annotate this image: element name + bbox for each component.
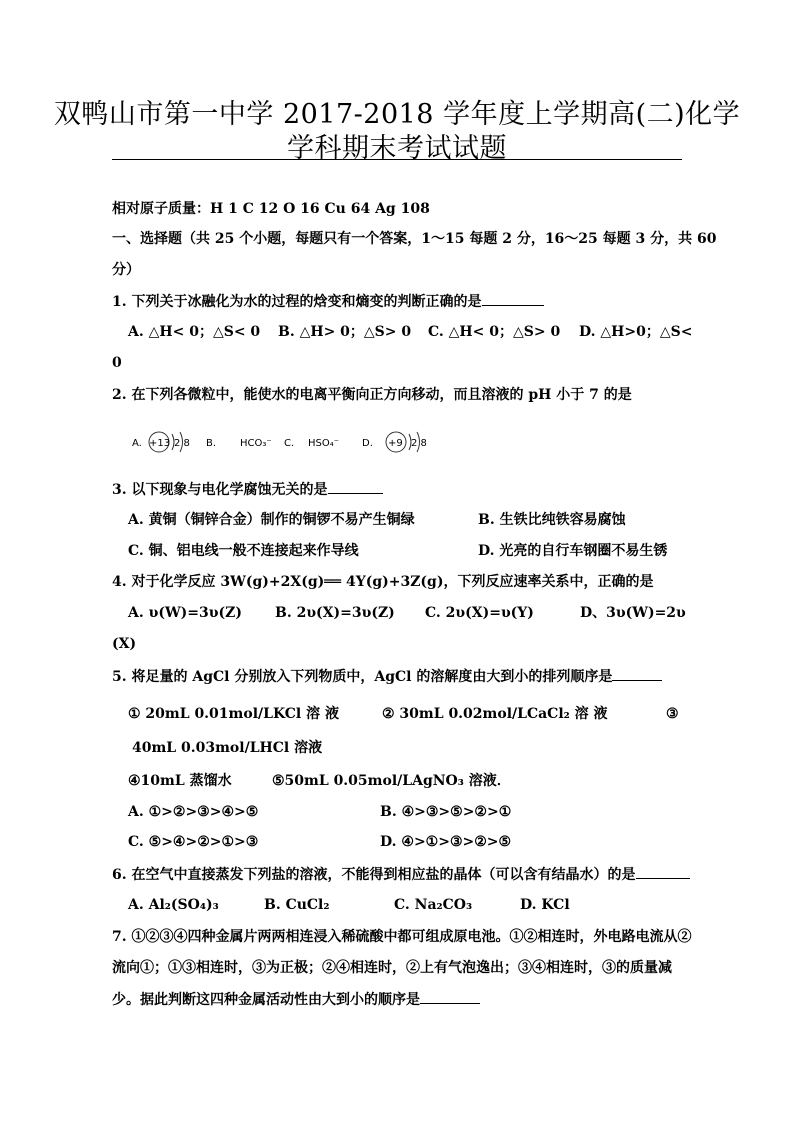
question-3-option-c: C. 铜、铝电线一般不连接起来作导线 [128, 543, 359, 559]
question-1-stem: 1. 下列关于冰融化为水的过程的焓变和熵变的判断正确的是 [112, 291, 544, 312]
fig-d-nucleus: +9 [388, 438, 403, 449]
question-5-solution-2: ② 30mL 0.02mol/LCaCl₂ 溶 液 [382, 706, 608, 722]
question-3-option-b: B. 生铁比纯铁容易腐蚀 [478, 512, 626, 528]
question-4-option-d-cont: (X) [112, 636, 137, 652]
question-2-figure [130, 428, 430, 456]
fig-a-label: A. [132, 438, 142, 449]
fig-c-ion: HSO₄⁻ [308, 438, 340, 449]
fig-a-shells: 2 8 [174, 438, 190, 449]
page-title-line1: 双鸭山市第一中学 2017-2018 学年度上学期高(二)化学 [53, 99, 741, 130]
question-1-option-a: A. △H< 0；△S< 0 [128, 324, 261, 340]
question-5-option-c: C. ⑤>④>②>①>③ [128, 834, 259, 850]
question-7-line3: 少。据此判断这四种金属活动性由大到小的顺序是 [112, 989, 480, 1010]
question-3-option-a: A. 黄铜（铜锌合金）制作的铜锣不易产生铜绿 [128, 512, 415, 528]
question-1-option-c: C. △H< 0；△S> 0 [428, 324, 561, 340]
question-1-option-b: B. △H> 0；△S> 0 [278, 324, 412, 340]
question-5-option-a: A. ①>②>③>④>⑤ [128, 804, 259, 820]
question-6-option-a: A. Al₂(SO₄)₃ [128, 897, 219, 913]
fig-d-shells: 2 8 [411, 438, 427, 449]
question-5-solution-3: ③ [666, 706, 679, 722]
question-1-option-d-cont: 0 [112, 355, 122, 371]
question-5-option-b: B. ④>③>⑤>②>① [380, 804, 512, 820]
question-6-option-d: D. KCl [520, 897, 570, 913]
question-1-option-d: D. △H>0；△S< [579, 324, 693, 340]
question-7-line2: 流向①；①③相连时，③为正极；②④相连时，②上有气泡逸出；③④相连时，③的质量减 [112, 960, 672, 976]
question-5-option-d: D. ④>①>③>②>⑤ [380, 834, 512, 850]
page-title-line2: 学科期末考试试题 [287, 133, 507, 164]
question-6-option-c: C. Na₂CO₃ [394, 897, 473, 913]
answer-blank [482, 291, 544, 306]
answer-blank [420, 989, 480, 1004]
question-5-solution-1: ① 20mL 0.01mol/LKCl 溶 液 [128, 706, 339, 722]
question-4-option-d: D、3υ(W)=2υ [580, 605, 686, 621]
atomic-masses: 相对原子质量：H 1 C 12 O 16 Cu 64 Ag 108 [112, 201, 430, 217]
question-5-solution-4: ④10mL 蒸馏水 [128, 773, 232, 789]
fig-d-label: D. [362, 438, 373, 449]
question-4-option-b: B. 2υ(X)=3υ(Z) [275, 605, 395, 621]
question-5-solution-5: ⑤50mL 0.05mol/LAgNO₃ 溶液． [272, 773, 511, 789]
question-2-stem: 2. 在下列各微粒中，能使水的电离平衡向正方向移动，而且溶液的 pH 小于 7 的是 [112, 387, 632, 403]
fig-c-label: C. [284, 438, 295, 449]
question-4-stem: 4. 对于化学反应 3W(g)+2X(g)══ 4Y(g)+3Z(g)，下列反应速率关系中，正确的是 [112, 574, 654, 590]
title-underline [112, 159, 682, 160]
question-5-solution-3-cont: 40mL 0.03mol/LHCl 溶液 [132, 740, 323, 756]
question-6-stem: 6. 在空气中直接蒸发下列盐的溶液，不能得到相应盐的晶体（可以含有结晶水）的是 [112, 864, 690, 885]
fig-a-nucleus: +13 [149, 438, 171, 449]
section-heading-line2: 分） [112, 262, 140, 278]
fig-b-ion: HCO₃⁻ [240, 438, 272, 449]
answer-blank [328, 479, 383, 494]
question-7-line1: 7. ①②③④四种金属片两两相连浸入稀硫酸中都可组成原电池。①②相连时，外电路电流从② [112, 929, 692, 945]
fig-b-label: B. [206, 438, 217, 449]
question-4-option-c: C. 2υ(X)=υ(Y) [425, 605, 534, 621]
question-4-option-a: A. υ(W)=3υ(Z) [128, 605, 242, 621]
answer-blank [612, 666, 662, 681]
question-3-option-d: D. 光亮的自行车钢圈不易生锈 [478, 543, 668, 559]
question-5-stem: 5. 将足量的 AgCl 分别放入下列物质中，AgCl 的溶解度由大到小的排列顺序是 [112, 666, 662, 687]
section-heading-line1: 一、选择题（共 25 个小题，每题只有一个答案，1～15 每题 2 分，16～25 每题 3 分，共 60 [112, 231, 717, 247]
question-6-option-b: B. CuCl₂ [264, 897, 330, 913]
question-3-stem: 3. 以下现象与电化学腐蚀无关的是 [112, 479, 383, 500]
answer-blank [636, 864, 690, 879]
